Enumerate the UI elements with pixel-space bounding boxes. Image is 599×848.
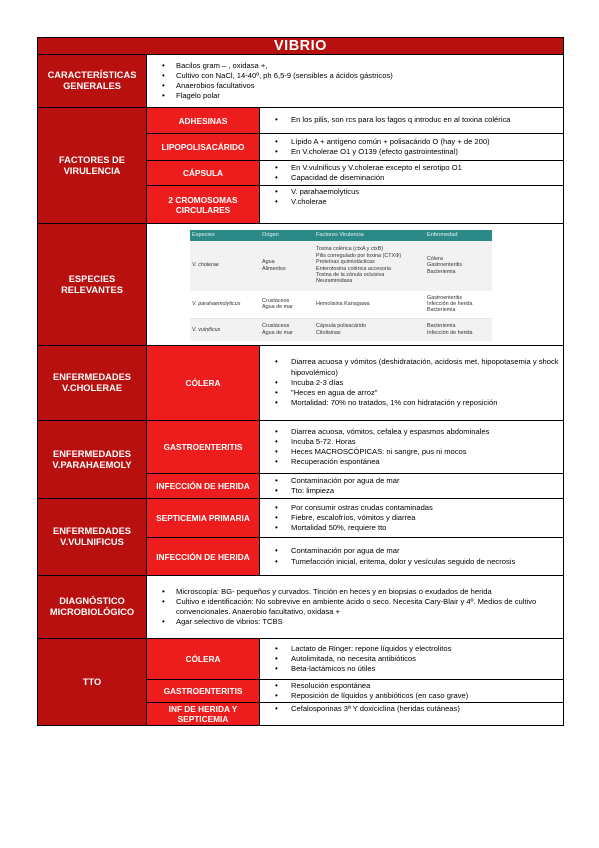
species-origin — [260, 241, 314, 291]
caracteristicas-content — [147, 55, 564, 108]
sub-label-adhesinas: ADHESINAS — [147, 108, 260, 134]
factor-line: Enterotoxina colérica accesoria — [316, 265, 391, 272]
disease-line: Infección de herida — [427, 301, 473, 308]
list-item: • Reposición de líquidos y antibióticos (en caso grave) — [263, 691, 560, 701]
sub-label-capsula: CÁPSULA — [147, 161, 260, 186]
list-item: • Mortalidad: 70% no tratados, 1% con hidratación y reposición — [263, 398, 560, 408]
disease-line: Gastroenteritis — [427, 262, 463, 269]
sub-label-lipopolisacarido: LIPOPOLISACÁRIDO — [147, 134, 260, 161]
list-item: • Cefalosporinas 3ª Y doxiciclina (heridas cutáneas) — [263, 704, 560, 714]
list-item: • Diarrea acuosa y vómitos (deshidratación, acidosis met, hipopotasemia y shock hipovolémico) — [263, 357, 560, 377]
section-label-tto: TTO — [38, 639, 147, 726]
capsula-content — [260, 161, 564, 186]
list-item: • Incuba 2-3 días — [263, 378, 560, 388]
species-header: Origen — [260, 230, 314, 241]
species-name: V. vulnificus — [190, 319, 260, 341]
species-name: V. parahaemolyticus — [190, 291, 260, 319]
document-title: VIBRIO — [38, 38, 564, 55]
species-disease — [425, 241, 492, 291]
septicemia-content — [260, 499, 564, 538]
origin-line: Crustáceos — [262, 323, 290, 330]
sub-label-colera: CÓLERA — [147, 346, 260, 421]
section-label-especies: ESPECIES RELEVANTES — [38, 224, 147, 346]
factor-line: Toxina de la zónula ocluisiva — [316, 271, 385, 278]
sub-label-gastroenteritis: GASTROENTERITIS — [147, 421, 260, 474]
list-item: • Autolimitada, no necesita antibióticos — [263, 654, 560, 664]
list-item: • Por consumir ostras crudas contaminadas — [263, 503, 560, 513]
document-page — [37, 37, 563, 726]
diagnostico-content — [147, 576, 564, 639]
origin-line: Alimentos — [262, 265, 286, 272]
disease-line: Bacteriemia — [427, 307, 456, 314]
infeccion-herida-vulnificus-content — [260, 538, 564, 576]
list-item: • "Heces en agua de arroz" — [263, 388, 560, 398]
disease-line: Infección de herida — [427, 329, 473, 336]
sub-label-cromosomas: 2 CROMOSOMAS CIRCULARES — [147, 186, 260, 224]
factor-line: Neuraminidasa — [316, 278, 353, 285]
list-item: • Beta-lactámicos no útiles — [263, 664, 560, 674]
list-item: • Agar selectivo de vibrios: TCBS — [150, 617, 560, 627]
disease-line: Cólera — [427, 255, 443, 262]
tto-gastroenteritis-content — [260, 680, 564, 703]
sub-label-infeccion-herida: INFECCIÓN DE HERIDA — [147, 474, 260, 499]
list-item: • Resolución espontánea — [263, 681, 560, 691]
infeccion-herida-content — [260, 474, 564, 499]
list-item: • V.cholerae — [263, 197, 560, 207]
species-header: Factores Virulencia — [314, 230, 425, 241]
gastroenteritis-content — [260, 421, 564, 474]
factor-line: Citolisinas — [316, 329, 341, 336]
origin-line: Crustáceos — [262, 297, 290, 304]
tto-colera-content — [260, 639, 564, 680]
list-item: • Capacidad de diseminación — [263, 173, 560, 183]
list-item: • V. parahaemolyticus — [263, 187, 560, 197]
species-disease — [425, 291, 492, 319]
factor-line: Proteínas quimiotácticas — [316, 259, 375, 266]
sub-label-tto-colera: CÓLERA — [147, 639, 260, 680]
sub-label-septicemia: SEPTICEMIA PRIMARIA — [147, 499, 260, 538]
section-label-caracteristicas: CARACTERÍSTICAS GENERALES — [38, 55, 147, 108]
factor-line: Pilis corregulado por toxina (CTXΦ) — [316, 252, 402, 259]
list-item: • En V.vulnificus y V.cholerae excepto el serotipo O1 — [263, 163, 560, 173]
list-item: • Mortalidad 50%, requiere tto — [263, 523, 560, 533]
list-item: • Contaminación por agua de mar — [263, 476, 560, 486]
list-item: • Fiebre, escalofríos, vómitos y diarrea — [263, 513, 560, 523]
section-label-virulencia: FACTORES DE VIRULENCIA — [38, 108, 147, 224]
cromosomas-content — [260, 186, 564, 224]
list-item: • Incuba 5-72. Horas — [263, 437, 560, 447]
sub-label-tto-herida: INF DE HERIDA Y SEPTICEMIA — [147, 703, 260, 726]
list-item: • Lactato de Ringer: repone líquidos y electrolitos — [263, 644, 560, 654]
list-item: • Anaerobios facultativos — [150, 81, 560, 91]
species-table — [190, 230, 492, 341]
list-item: • En los pilis, son rcs para los fagos q introduc en al toxina colérica — [263, 115, 560, 125]
factor-line: Hemolisina Kanagawa — [316, 301, 370, 308]
list-item: • Tumefacción inicial, eritema, dolor y vesículas seguido de necrosis — [263, 557, 560, 567]
disease-line: Gastroenteritis — [427, 294, 463, 301]
factor-line: Toxina colérica (ctxA y ctxB) — [316, 246, 384, 253]
list-item: • En V.cholerae O1 y O139 (efecto gastrointestinal) — [263, 147, 560, 157]
species-factors — [314, 241, 425, 291]
origin-line: Agua de mar — [262, 329, 293, 336]
factor-line: Cápsula polisacárido — [316, 323, 367, 330]
section-label-diagnostico: DIAGNÓSTICO MICROBIOLÓGICO — [38, 576, 147, 639]
section-label-vvulnificus: ENFERMEDADES V.VULNIFICUS — [38, 499, 147, 576]
list-item: • Cultivo con NaCl, 14-40º, ph 6,5-9 (sensibles a ácidos gástricos) — [150, 71, 560, 81]
list-item: • Flagelo polar — [150, 91, 560, 101]
list-item: • Cultivo e identificación: No sobrevive en ambiente ácido o seco. Necesita Cary-Blair y 4º. Medios de cultivo convencionales. Anaerobio facultativo, oxidasa + — [150, 597, 560, 617]
section-label-vparahaemoly: ENFERMEDADES V.PARAHAEMOLY — [38, 421, 147, 499]
list-item: • Microscopía: BG- pequeños y curvados. Tinción en heces y en biopsias o exudados de herida — [150, 587, 560, 597]
disease-line: Bacteriemia — [427, 323, 456, 330]
species-disease — [425, 319, 492, 341]
vibrio-summary-table — [37, 37, 564, 726]
list-item: • Bacilos gram – , oxidasa +, — [150, 61, 560, 71]
sub-label-tto-gastroenteritis: GASTROENTERITIS — [147, 680, 260, 703]
list-item: • Lípido A + antígeno común + polisacárido O (hay + de 200) — [263, 137, 560, 147]
lipopolisacarido-content — [260, 134, 564, 161]
species-name: V. cholerae — [190, 241, 260, 291]
species-header: Enfermedad — [425, 230, 492, 241]
species-factors — [314, 319, 425, 341]
species-origin — [260, 291, 314, 319]
disease-line: Bacteriemia — [427, 268, 456, 275]
list-item: • Heces MACROSCÓPICAS: ni sangre, pus ni mocos — [263, 447, 560, 457]
adhesinas-content — [260, 108, 564, 134]
list-item: • Recuperación espontánea — [263, 457, 560, 467]
tto-herida-content — [260, 703, 564, 726]
list-item: • Tto: limpieza — [263, 486, 560, 496]
species-header: Especies — [190, 230, 260, 241]
species-origin — [260, 319, 314, 341]
colera-content — [260, 346, 564, 421]
list-item: • Contaminación por agua de mar — [263, 546, 560, 556]
especies-content — [147, 224, 564, 346]
species-factors — [314, 291, 425, 319]
list-item: • Diarrea acuosa, vómitos, cefalea y espasmos abdominales — [263, 427, 560, 437]
origin-line: Agua de mar — [262, 304, 293, 311]
sub-label-infeccion-herida-vulnificus: INFECCIÓN DE HERIDA — [147, 538, 260, 576]
section-label-vcholerae: ENFERMEDADES V.CHOLERAE — [38, 346, 147, 421]
origin-line: Agua — [262, 259, 275, 266]
